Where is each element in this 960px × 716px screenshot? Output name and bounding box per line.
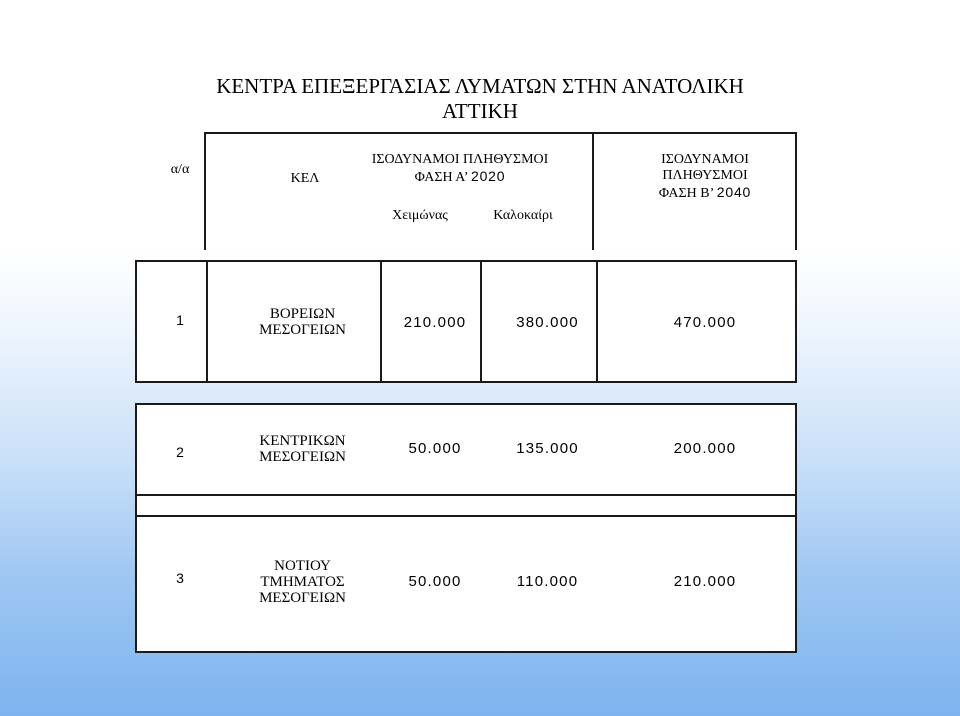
row-2-bottom-rule	[135, 494, 797, 496]
row-2-summer: 135.000	[516, 440, 579, 457]
row-1-summer: 380.000	[516, 314, 579, 331]
row-3-name-line-2: ΤΜΗΜΑΤΟΣ	[260, 574, 345, 590]
page-title	[150, 74, 810, 124]
header-kel: ΚΕΛ	[290, 171, 320, 186]
row-2-name	[230, 433, 375, 465]
title-line-1: ΚΕΝΤΡΑ ΕΠΕΞΕΡΓΑΣΙΑΣ ΛΥΜΑΤΩΝ ΣΤΗΝ ΑΝΑΤΟΛΙΚΗ	[216, 74, 744, 98]
row-3-summer: 110.000	[516, 573, 579, 590]
header-winter: Χειμώνας	[392, 208, 448, 223]
phase-b-line-2: ΠΛΗΘΥΣΜΟΙ	[662, 168, 748, 183]
row-3-index: 3	[176, 570, 184, 586]
header-phase-b	[605, 152, 805, 202]
row-3-winter: 50.000	[408, 573, 462, 590]
row-2-name-line-1: ΚΕΝΤΡΙΚΩΝ	[259, 433, 346, 449]
row-2-index: 2	[176, 444, 184, 460]
row-3-name	[230, 558, 375, 606]
phase-b-line-3	[605, 184, 805, 202]
phase-a-line-2	[360, 168, 560, 186]
row-1-index: 1	[176, 312, 184, 328]
header-top-border	[205, 132, 797, 134]
header-summer: Καλοκαίρι	[493, 208, 553, 223]
row-1-phase-b: 470.000	[673, 314, 737, 331]
header-divider-1	[204, 132, 206, 250]
phase-a-line-1: ΙΣΟΔΥΝΑΜΟΙ ΠΛΗΘΥΣΜΟΙ	[371, 152, 549, 167]
phase-b-label: ΦΑΣΗ Β’	[658, 186, 714, 201]
row-3-name-line-1: ΝΟΤΙΟΥ	[274, 558, 331, 574]
row-1-name	[230, 306, 375, 338]
row-3-phase-b: 210.000	[673, 573, 737, 590]
row-1-name-line-2: ΜΕΣΟΓΕΙΩΝ	[259, 322, 346, 338]
phase-b-line-1: ΙΣΟΔΥΝΑΜΟΙ	[661, 152, 749, 167]
row-2-phase-b: 200.000	[673, 440, 737, 457]
row-1-name-line-1: ΒΟΡΕΙΩΝ	[269, 306, 336, 322]
header-phase-a	[360, 152, 560, 186]
row-1-divider-2	[380, 260, 382, 383]
row-2-winter: 50.000	[408, 440, 462, 457]
phase-b-year: 2040	[716, 184, 752, 200]
header-index: α/α	[170, 162, 190, 177]
phase-a-label: ΦΑΣΗ Α’	[414, 170, 468, 185]
row-1-winter: 210.000	[403, 314, 467, 331]
row-2-name-line-2: ΜΕΣΟΓΕΙΩΝ	[259, 449, 346, 465]
phase-a-year: 2020	[471, 168, 506, 184]
row-3-name-line-3: ΜΕΣΟΓΕΙΩΝ	[259, 590, 346, 606]
header-divider-2	[592, 132, 594, 250]
row-1-divider-3	[480, 260, 482, 383]
title-line-2: ΑΤΤΙΚΗ	[442, 99, 518, 123]
row-1-divider-4	[596, 260, 598, 383]
